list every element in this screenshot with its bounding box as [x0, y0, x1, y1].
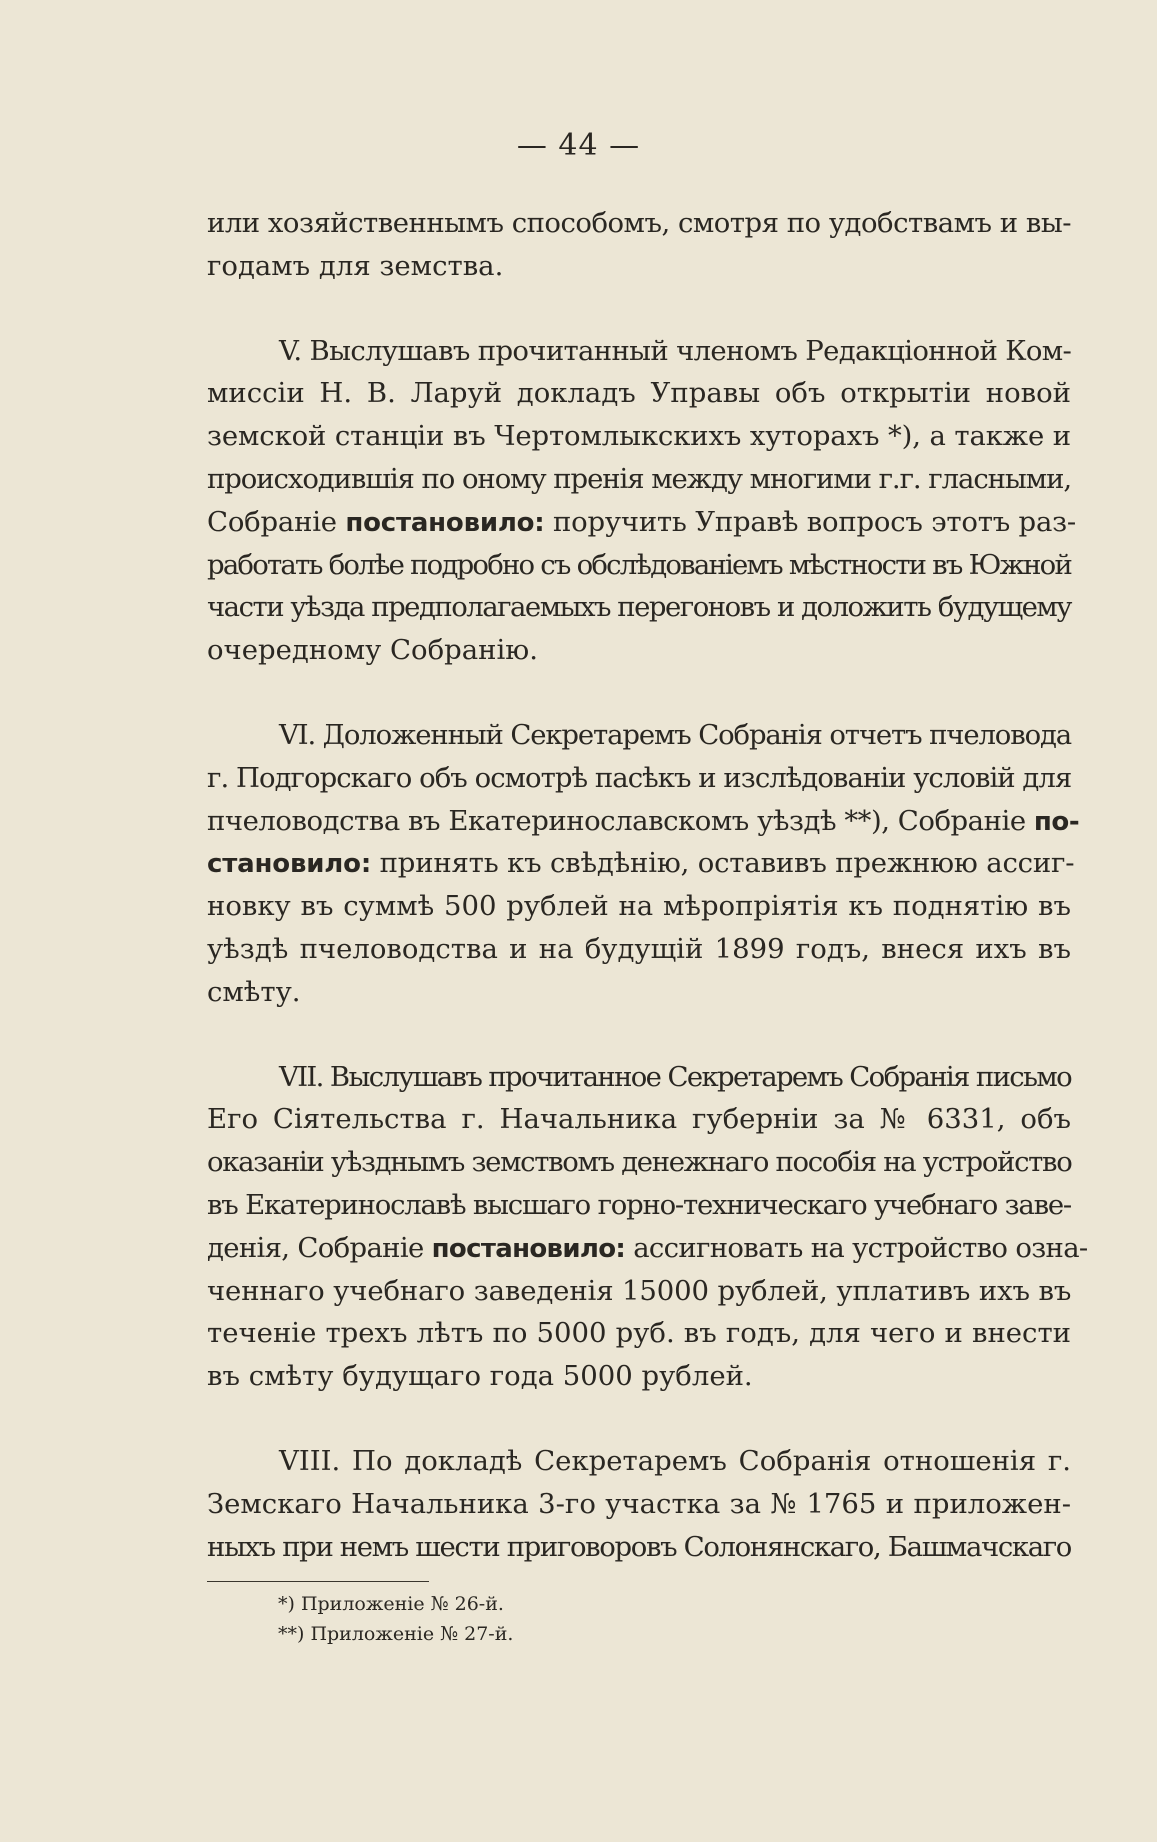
text-line: VII. Выслушавъ прочитанное Секретаремъ Собранія письмо: [279, 1060, 1071, 1093]
page-number: — 44 —: [516, 128, 641, 163]
text-span: денія, Собраніе: [207, 1231, 424, 1264]
text-line: [207, 800, 1080, 843]
decision-keyword: по-: [1033, 806, 1080, 837]
decision-keyword: постановило:: [431, 1233, 626, 1264]
text-line: въ Екатеринославѣ высшаго горно-техническаго учебнаго заве-: [207, 1188, 1071, 1221]
footnote: *) Приложеніе № 26-й.: [278, 1593, 504, 1615]
decision-keyword: становило:: [207, 849, 372, 880]
footnote-divider: [207, 1581, 429, 1582]
text-span: поручить Управѣ вопросъ этотъ раз-: [553, 505, 1077, 538]
text-span: принять къ свѣдѣнію, оставивъ прежнюю ассиг-: [379, 847, 1075, 880]
text-line: уѣздѣ пчеловодства и на будущій 1899 годъ, внеся ихъ въ: [207, 932, 1071, 965]
text-line: земской станціи въ Чертомлыкскихъ хуторахъ *), а также и: [207, 420, 1071, 453]
text-line: Земскаго Начальника 3-го участка за № 1765 и приложен-: [207, 1487, 1071, 1520]
footnote: **) Приложеніе № 27-й.: [278, 1623, 514, 1645]
text-line: V. Выслушавъ прочитанный членомъ Редакціонной Ком-: [279, 334, 1072, 367]
text-span: ассигновать на устройство озна-: [633, 1231, 1088, 1264]
text-span: Собраніе: [207, 505, 337, 538]
text-line: очередному Собранію.: [207, 634, 538, 667]
text-line: [207, 1227, 1088, 1270]
text-line: ныхъ при немъ шести приговоровъ Солонянскаго, Башмачскаго: [207, 1530, 1072, 1563]
text-line: новку въ суммѣ 500 рублей на мѣропріятія къ поднятію въ: [207, 890, 1071, 923]
footnotes: [278, 1589, 513, 1649]
text-line: годамъ для земства.: [207, 249, 504, 282]
text-line: VI. Доложенный Секретаремъ Собранія отчетъ пчеловода: [279, 718, 1072, 751]
text-line: работать болѣе подробно съ обслѣдованіемъ мѣстности въ Южной: [207, 548, 1071, 581]
decision-keyword: постановило:: [345, 507, 545, 538]
text-line: [207, 842, 1075, 885]
text-line: ченнаго учебнаго заведенія 15000 рублей, уплативъ ихъ въ: [207, 1274, 1072, 1307]
body-text: [207, 202, 1088, 1568]
text-line: въ смѣту будущаго года 5000 рублей.: [207, 1360, 753, 1393]
text-span: пчеловодства въ Екатеринославскомъ уѣздѣ **), Собраніе: [207, 804, 1026, 837]
text-line: VIII. По докладѣ Секретаремъ Собранія отношенія г.: [279, 1444, 1071, 1477]
text-line: Его Сіятельства г. Начальника губерніи за № 6331, объ: [207, 1103, 1071, 1136]
text-line: г. Подгорскаго объ осмотрѣ пасѣкъ и изслѣдованіи условій для: [207, 761, 1072, 794]
text-line: или хозяйственнымъ способомъ, смотря по удобствамъ и вы-: [207, 207, 1071, 239]
text-line: миссіи Н. В. Ларуй докладъ Управы объ открытіи новой: [207, 377, 1071, 410]
text-line: происходившія по оному пренія между многими г.г. гласными,: [207, 462, 1071, 495]
text-line: смѣту.: [207, 975, 301, 1008]
text-line: теченіе трехъ лѣтъ по 5000 руб. въ годъ, для чего и внести: [207, 1317, 1071, 1350]
text-line: [207, 501, 1077, 544]
text-line: оказаніи уѣзднымъ земствомъ денежнаго пособія на устройство: [207, 1146, 1072, 1179]
text-line: части уѣзда предполагаемыхъ перегоновъ и доложить будущему: [207, 591, 1071, 624]
